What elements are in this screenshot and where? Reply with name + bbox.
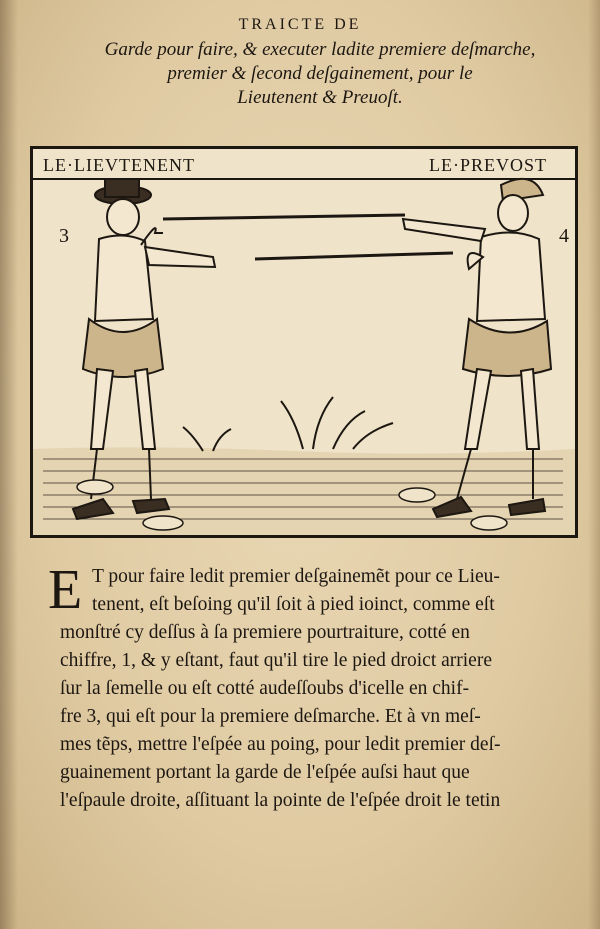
gutter-shadow	[0, 0, 18, 929]
body-line-6: fre 3, qui eſt pour la premiere deſmarche. Et à vn meſ-	[60, 706, 481, 727]
plants	[183, 397, 393, 451]
woodcut-illustration	[30, 146, 578, 538]
body-line-8: guainement portant la garde de l'eſpée auſsi haut que	[60, 762, 470, 783]
body-line-5: ſur la ſemelle ou eſt cotté audeſſoubs d'icelle en chif-	[60, 678, 470, 699]
woodcut-drawing	[33, 149, 575, 535]
subtitle-line-2: premier & ſecond deſgainement, pour le	[167, 63, 473, 84]
body-line-7: mes tẽps, mettre l'eſpée au poing, pour ledit premier deſ-	[60, 734, 501, 755]
sword-prevost	[163, 215, 405, 219]
body-line-1: T pour faire ledit premier deſgainemẽt pour ce Lieu-	[92, 566, 500, 587]
label-lieutenent: LE·LIEVTENENT	[43, 155, 195, 175]
body-line-9: l'eſpaule droite, aſſituant la pointe de l'eſpée droit le tetin	[60, 790, 501, 811]
subtitle-line-3: Lieutenent & Preuoſt.	[237, 87, 403, 108]
page-edge	[588, 0, 600, 929]
body-line-3: monſtré cy deſſus à ſa premiere pourtraiture, cotté en	[60, 622, 470, 643]
figure-number-right: 4	[559, 225, 569, 247]
figure-number-left: 3	[59, 225, 69, 247]
sword-lieutenent	[255, 253, 453, 259]
body-line-2: tenent, eſt beſoing qu'il ſoit à pied ioinct, comme eſt	[92, 594, 495, 615]
subtitle-line-1: Garde pour faire, & executer ladite premiere deſmarche,	[104, 39, 536, 60]
label-prevost: LE·PREVOST	[429, 155, 547, 175]
running-head: TRAICTE DE	[238, 16, 362, 33]
drop-cap: E	[48, 559, 83, 621]
body-line-4: chiffre, 1, & y eſtant, faut qu'il tire le pied droict arriere	[60, 650, 492, 671]
